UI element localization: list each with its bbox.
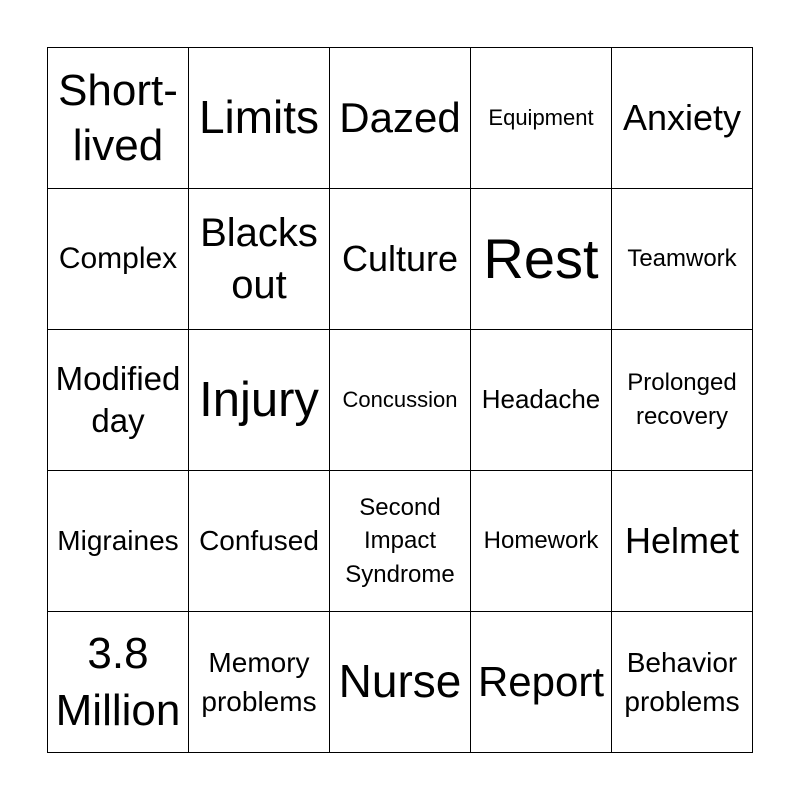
bingo-cell[interactable] [612, 189, 753, 330]
cell-label: Behavior problems [624, 646, 740, 717]
bingo-cell[interactable] [330, 612, 471, 753]
bingo-cell[interactable] [189, 471, 330, 612]
cell-label: Short- lived [58, 66, 178, 170]
bingo-cell[interactable] [48, 612, 189, 753]
bingo-cell[interactable] [471, 189, 612, 330]
bingo-cell[interactable] [48, 189, 189, 330]
bingo-cell[interactable] [330, 471, 471, 612]
bingo-cell[interactable] [330, 189, 471, 330]
bingo-cell[interactable] [189, 189, 330, 330]
cell-label: Confused [199, 525, 319, 557]
bingo-cell[interactable] [612, 471, 753, 612]
cell-label: Limits [198, 91, 320, 144]
cell-label: Injury [199, 372, 319, 427]
bingo-cell[interactable] [48, 471, 189, 612]
cell-label: Memory problems [201, 646, 317, 717]
cell-label: Anxiety [622, 96, 742, 138]
bingo-cell[interactable] [471, 612, 612, 753]
cell-label: Nurse [338, 655, 462, 708]
bingo-cell[interactable] [471, 48, 612, 189]
cell-label: Teamwork [627, 244, 737, 272]
cell-label: Blacks out [200, 211, 318, 307]
cell-label: Modified day [55, 359, 181, 439]
bingo-cell[interactable] [189, 330, 330, 471]
bingo-cell[interactable] [471, 330, 612, 471]
bingo-cell[interactable] [612, 330, 753, 471]
cell-label: Homework [483, 526, 599, 554]
cell-label: Rest [483, 226, 599, 290]
cell-label: Equipment [488, 104, 594, 130]
cell-label: Prolonged recovery [627, 369, 737, 430]
bingo-cell[interactable] [48, 48, 189, 189]
bingo-cell[interactable] [189, 48, 330, 189]
cell-label: Culture [341, 237, 459, 279]
bingo-cell[interactable] [189, 612, 330, 753]
cell-label: Helmet [624, 519, 740, 561]
bingo-cell[interactable] [612, 48, 753, 189]
cell-label: 3.8 Million [55, 628, 181, 735]
bingo-cell[interactable] [612, 612, 753, 753]
bingo-cell[interactable] [330, 330, 471, 471]
cell-label: Dazed [339, 94, 461, 142]
cell-label: Migraines [57, 525, 179, 557]
bingo-card [47, 47, 753, 753]
cell-label: Headache [481, 384, 601, 415]
cell-label: Report [477, 658, 605, 706]
bingo-cell[interactable] [330, 48, 471, 189]
bingo-cell[interactable] [48, 330, 189, 471]
bingo-cell[interactable] [471, 471, 612, 612]
cell-label: Second Impact Syndrome [345, 493, 455, 588]
cell-label: Concussion [342, 386, 458, 412]
cell-label: Complex [58, 242, 178, 276]
